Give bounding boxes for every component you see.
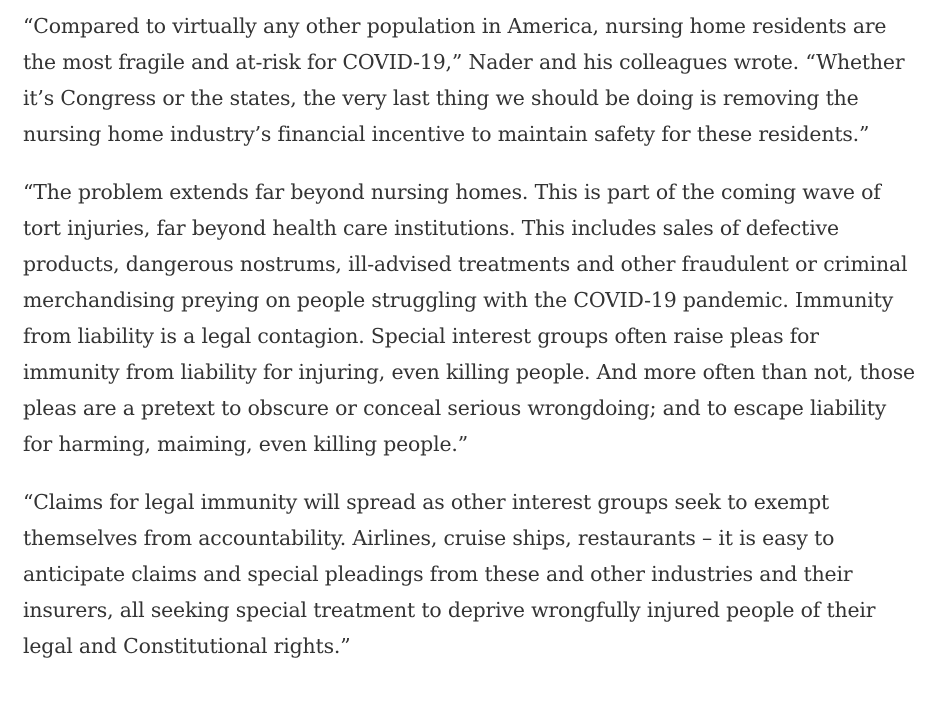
article-paragraph-2: “The problem extends far beyond nursing homes. This is part of the coming wave of tort injuries, far beyond health care institutions. This includes sales of defective products, dangerous nostrums, ill-advised treatments and other fraudulent or criminal merchandising preying on people struggling with the COVID-19 pandemic. Immunity from liability is a legal contagion. Special interest groups often raise pleas for immunity from liability for injuring, even killing people. And more often than not, those pleas are a pretext to obscure or conceal serious wrongdoing; and to escape liability for harming, maiming, even killing people.” — [23, 180, 915, 456]
article-paragraph-3: “Claims for legal immunity will spread as other interest groups seek to exempt themselves from accountability. Airlines, cruise ships, restaurants – it is easy to anticipate claims and special pleadings from these and other industries and their insurers, all seeking special treatment to deprive wrongfully injured people of their legal and Constitutional rights.” — [23, 490, 876, 658]
article-body — [23, 8, 918, 664]
article-paragraph-1: “Compared to virtually any other population in America, nursing home residents are the most fragile and at-risk for COVID-19,” Nader and his colleagues wrote. “Whether it’s Congress or the states, the very last thing we should be doing is removing the nursing home industry’s financial incentive to maintain safety for these residents.” — [23, 14, 905, 146]
